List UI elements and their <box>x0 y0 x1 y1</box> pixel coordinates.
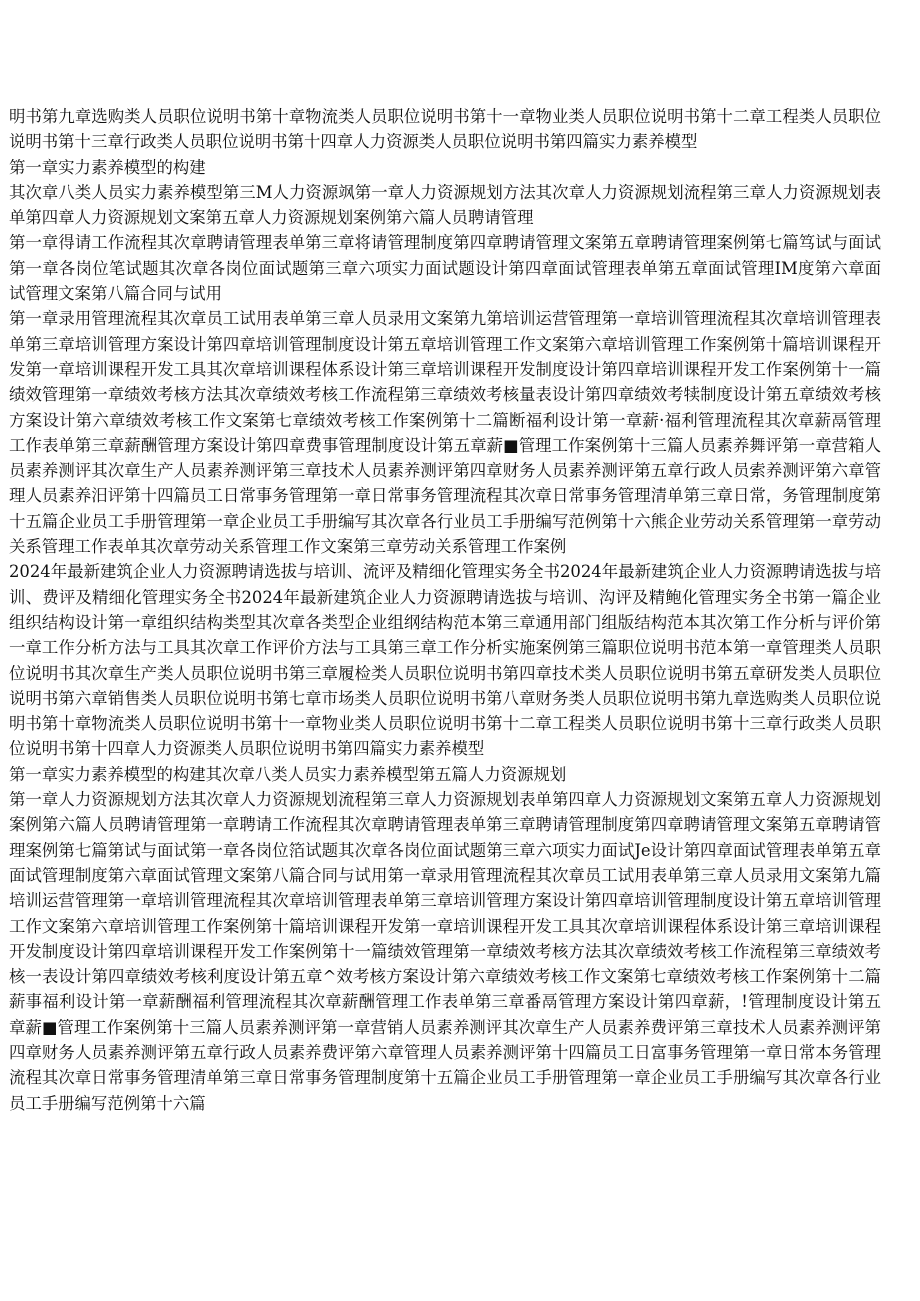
text-paragraph: 2024年最新建筑企业人力资源聘请选拔与培训、流评及精细化管理实务全书2024年最新建筑企业人力资源聘请选拔与培训、费评及精细化管理实务全书2024年最新建筑企业人力资源聘请选拔与培训、沟评及精鲍化管理实务全书第一篇企业组织结构设计第一章组织结构类型其次章各类型企业组纲结构范本第三章通用部门组版结构范本其次第工作分析与评价第一章工作分析方法与工具其次章工作评价方法与工具第三章工作分析实施案例第三篇职位说明书范本第一章管理类人员职位说明书其次章生产类人员职位说明书第三章履检类人员职位说明书第四章技术类人员职位说明书第五章研发类人员职位说明书第六章销售类人员职位说明书第七章市场类人员职位说明书第八章财务类人员职位说明书第九章选购类人员职位说明书第十章物流类人员职位说明书第十一章物业类人员职位说明书第十二章工程类人员职位说明书第十三章行政类人员职位说明书第十四章人力资源类人员职位说明书第四篇实力素养模型 <box>9 562 881 759</box>
section-heading: 第一章实力素养模型的构建 <box>9 157 206 177</box>
document-body <box>9 104 881 1116</box>
text-paragraph: 第一章得请工作流程其次章聘请管理表单第三章将请管理制度第四章聘请管理文案第五章聘请管理案例第七篇笃试与面试第一章各岗位笔试题其次章各岗位面试题第三章六项实力面试题设计第四章面试管理表单第五章面试管理IM度第六章面试管理文案第八篇合同与试用 <box>9 233 881 304</box>
text-paragraph: 第一章录用管理流程其次章员工试用表单第三章人员录用文案第九第培训运营管理第一章培训管理流程其次章培训管理表单第三章培训管理方案设计第四章培训管理制度设计第五章培训管理工作文案第六章培训管理工作案例第十篇培训课程开发第一章培训课程开发工具其次章培训课程体系设计第三章培训课程开发制度设计第四章培训课程开发工作案例第十一篇绩效管理第一章绩效考核方法其次章绩效考核工作流程第三章绩效考核量表设计第四章绩效考犊制度设计第五章绩效考核方案设计第六章绩效考核工作文案第七章绩效考核工作案例第十二篇断福利设计第一章薪·福利管理流程其次章薪鬲管理工作表单第三章薪酬管理方案设计第四章费事管理制度设计第五章薪■管理工作案例第十三篇人员素养舞评第一章营箱人员素养测评其次章生产人员素养测评第三章技术人员素养测评第四章财务人员素养测评第五章行政人员索养测评第六章管理人员素养汨评第十四篇员工日常事务管理第一章日常事务管理流程其次章日常事务管理清单第三章日常，务管理制度第十五篇企业员工手册管理第一章企业员工手册编写其次章各行业员工手册编写范例第十六熊企业劳动关系管理第一章劳动关系管理工作表单其次章劳动关系管理工作文案第三章劳动关系管理工作案例 <box>9 309 881 557</box>
text-paragraph: 其次章八类人员实力素养模型第三M人力资源飒第一章人力资源规划方法其次章人力资源规划流程第三章人力资源规划表单第四章人力资源规划文案第五章人力资源规划案例第六篇人员聘请管理 <box>9 182 881 228</box>
text-paragraph: 明书第九章选购类人员职位说明书第十章物流类人员职位说明书第十一章物业类人员职位说明书第十二章工程类人员职位说明书第十三章行政类人员职位说明书第十四章人力资源类人员职位说明书第四篇实力素养模型 <box>9 107 881 152</box>
text-paragraph: 第一章人力资源规划方法其次章人力资源规划流程第三章人力资源规划表单第四章人力资源规划文案第五章人力资源规划案例第六篇人员聘请管理第一章聘请工作流程其次章聘请管理表单第三章聘请管理制度第四章聘请管理文案第五章聘请管理案例第七篇第试与面试第一章各岗位箔试题其次章各岗位面试题第三章六项实力面试Je设计第四章面试管理表单第五章面试管理制度第六章面试管理文案第八篇合同与试用第一章录用管理流程其次章员工试用表单第三章人员录用文案第九篇培训运营管理第一章培训管理流程其次章培训管理表单第三章培训管理方案设计第四章培训管理制度设计第五章培训管理工作文案第六章培训管理工作案例第十篇培训课程开发第一章培训课程开发工具其次章培训课程体系设计第三章培训课程开发制度设计第四章培训课程开发工作案例第十一篇绩效管理第一章绩效考核方法其次章绩效考核工作流程第三章绩效考核一表设计第四章绩效考核利度设计第五章^效考核方案设计第六章绩效考核工作文案第七章绩效考核工作案例第十二篇薪事福利设计第一章薪酬福利管理流程其次章薪酬管理工作表单第三章番鬲管理方案设计第四章薪，!管理制度设计第五章薪■管理工作案例第十三篇人员素养测评第一章营销人员素养测评其次章生产人员素养费评第三章技术人员素养测评第四章财务人员素养测评第五章行政人员素养费评第六章管理人员素养测评第十四篇员工日富事务管理第一章日常本务管理流程其次章日常事务管理清单第三章日常事务管理制度第十五篇企业员工手册管理第一章企业员工手册编写其次章各行业员工手册编写范例第十六篇 <box>9 790 881 1113</box>
section-heading: 第一章实力素养模型的构建其次章八类人员实力素养模型第五篇人力资源规划 <box>9 764 567 784</box>
